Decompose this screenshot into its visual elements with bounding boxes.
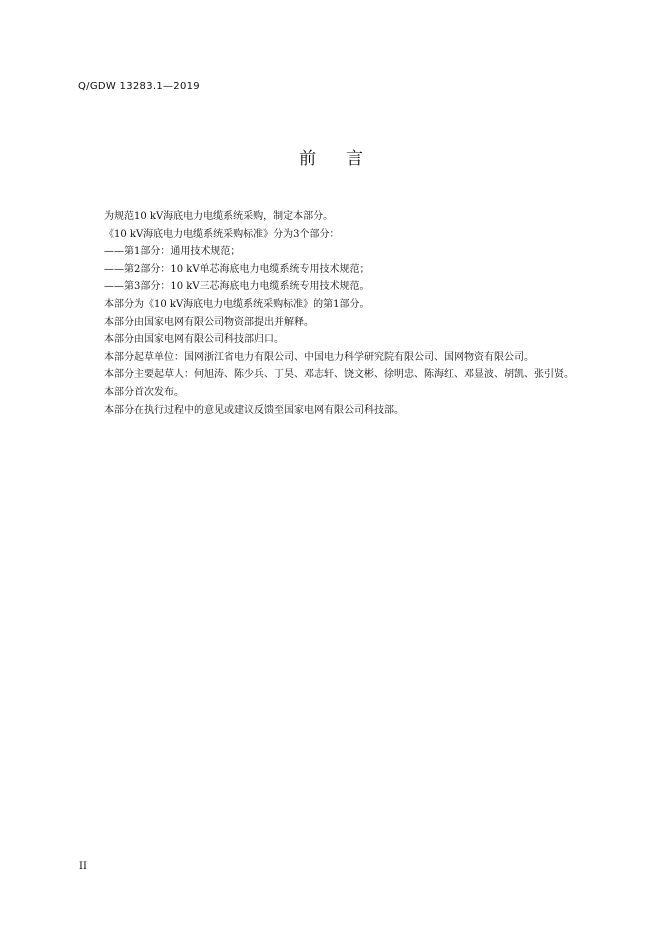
title-char-1: 前 [299,149,316,169]
paragraph-feedback: 本部分在执行过程中的意见或建议反馈至国家电网有限公司科技部。 [104,404,404,416]
paragraph-this-part: 本部分为《10 kV海底电力电缆系统采购标准》的第1部分。 [104,298,370,310]
paragraph-drafting-units: 本部分起草单位：国网浙江省电力有限公司、中国电力科学研究院有限公司、国网物资有限公司。 [104,351,534,363]
paragraph-structure: 《10 kV海底电力电缆系统采购标准》分为3个部分： [104,228,340,240]
paragraph-first-release: 本部分首次发布。 [104,386,184,398]
document-code: Q/GDW 13283.1—2019 [78,81,200,92]
page-number: II [79,861,87,872]
page-title [0,148,662,170]
paragraph-centralized-by: 本部分由国家电网有限公司科技部归口。 [104,334,284,346]
paragraph-drafters: 本部分主要起草人：何旭涛、陈少兵、丁昊、邓志轩、饶文彬、徐明忠、陈海红、邓显波、胡凯、张引贤。 [104,369,574,381]
foreword-body [84,208,602,419]
list-item-part-1: ——第1部分：通用技术规范； [104,246,241,258]
paragraph-proposed-by: 本部分由国家电网有限公司物资部提出并解释。 [104,316,314,328]
title-char-2: 言 [346,149,363,169]
list-item-part-2: ——第2部分：10 kV单芯海底电力电缆系统专用技术规范； [104,263,370,275]
list-item-part-3: ——第3部分：10 kV三芯海底电力电缆系统专用技术规范。 [104,281,370,293]
paragraph-purpose: 为规范10 kV海底电力电缆系统采购，制定本部分。 [104,211,334,222]
